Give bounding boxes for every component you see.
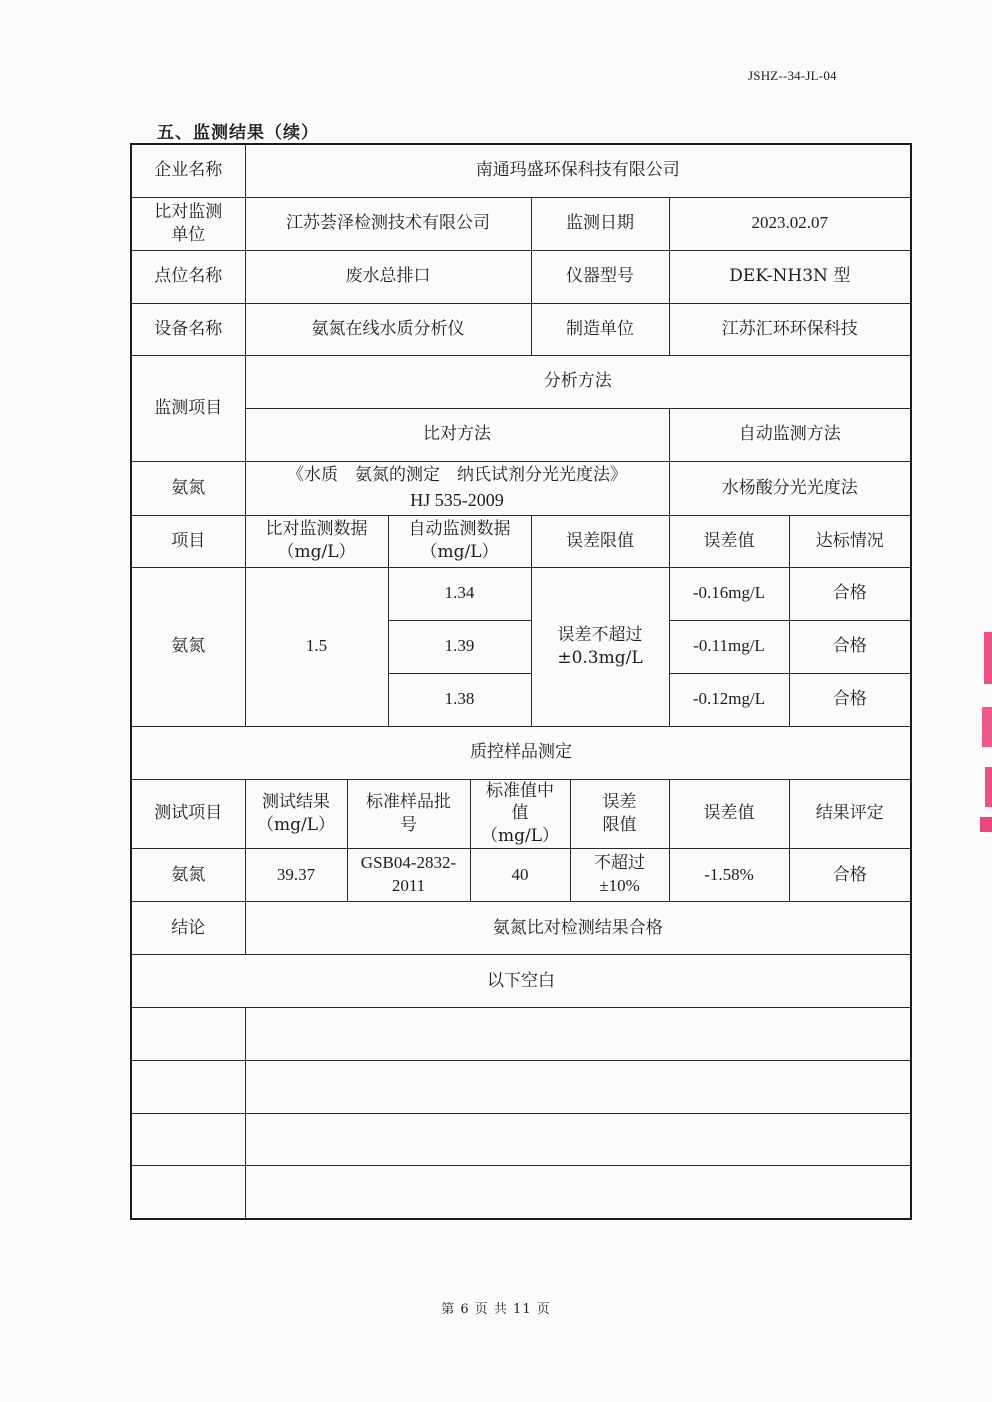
- status-header: 达标情况: [789, 515, 911, 567]
- seal-stamp-mark: [982, 707, 992, 747]
- qc-standard-header: 标准值中值（mg/L）: [470, 779, 570, 849]
- compare-method-label: 比对方法: [245, 408, 669, 461]
- empty-cell: [245, 1061, 911, 1114]
- seal-stamp-fragment: [980, 632, 992, 832]
- qc-item-header: 测试项目: [131, 779, 245, 849]
- seal-stamp-mark: [980, 817, 992, 832]
- empty-cell: [245, 1114, 911, 1166]
- qc-limit-header: 误差限值: [570, 779, 669, 849]
- point-value: 废水总排口: [245, 250, 531, 303]
- qc-result-header: 测试结果（mg/L）: [245, 779, 347, 849]
- empty-cell: [131, 1008, 245, 1061]
- date-label: 监测日期: [531, 197, 669, 250]
- error-value: -0.12mg/L: [669, 673, 789, 726]
- qc-evaluation: 合格: [789, 849, 911, 902]
- auto-value: 1.34: [388, 567, 531, 620]
- qc-standard: 40: [470, 849, 570, 902]
- blank-note: 以下空白: [131, 955, 911, 1008]
- auto-method-value: 水杨酸分光光度法: [669, 461, 911, 515]
- device-label: 设备名称: [131, 303, 245, 355]
- qc-result: 39.37: [245, 849, 347, 902]
- comparison-item: 氨氮: [131, 567, 245, 726]
- qc-error-header: 误差值: [669, 779, 789, 849]
- qc-item: 氨氮: [131, 849, 245, 902]
- empty-cell: [245, 1166, 911, 1219]
- monitoring-item-label: 监测项目: [131, 355, 245, 461]
- auto-value: 1.38: [388, 673, 531, 726]
- status-value: 合格: [789, 620, 911, 673]
- error-value: -0.11mg/L: [669, 620, 789, 673]
- section-title: 五、监测结果（续）: [157, 123, 319, 143]
- unit-label: 比对监测单位: [131, 197, 245, 250]
- qc-error: -1.58%: [669, 849, 789, 902]
- maker-label: 制造单位: [531, 303, 669, 355]
- qc-batch-header: 标准样品批号: [347, 779, 470, 849]
- qc-title: 质控样品测定: [131, 726, 911, 779]
- page-number: 第 6 页 共 11 页: [441, 1302, 551, 1317]
- auto-method-label: 自动监测方法: [669, 408, 911, 461]
- model-value: DEK-NH3N 型: [669, 250, 911, 303]
- comparison-item-header: 项目: [131, 515, 245, 567]
- analysis-method-label: 分析方法: [245, 355, 911, 408]
- device-value: 氨氮在线水质分析仪: [245, 303, 531, 355]
- empty-row: [131, 1008, 911, 1061]
- error-value: -0.16mg/L: [669, 567, 789, 620]
- compare-method-value: [245, 461, 669, 515]
- enterprise-label: 企业名称: [131, 144, 245, 197]
- empty-row: [131, 1061, 911, 1114]
- auto-data-header: 自动监测数据（mg/L）: [388, 515, 531, 567]
- empty-cell: [131, 1166, 245, 1219]
- conclusion-label: 结论: [131, 902, 245, 955]
- monitoring-results-table: [130, 143, 912, 1220]
- qc-evaluation-header: 结果评定: [789, 779, 911, 849]
- empty-cell: [131, 1114, 245, 1166]
- maker-value: 江苏汇环环保科技: [669, 303, 911, 355]
- error-limit-value: 误差不超过±0.3mg/L: [531, 567, 669, 726]
- seal-stamp-mark: [984, 632, 992, 684]
- empty-cell: [131, 1061, 245, 1114]
- empty-row: [131, 1166, 911, 1219]
- compare-data-header: 比对监测数据（mg/L）: [245, 515, 388, 567]
- auto-value: 1.39: [388, 620, 531, 673]
- compare-method-standard-code: HJ 535-2009: [410, 490, 504, 511]
- date-value: 2023.02.07: [669, 197, 911, 250]
- method-item-name: 氨氮: [131, 461, 245, 515]
- status-value: 合格: [789, 673, 911, 726]
- compare-value: 1.5: [245, 567, 388, 726]
- empty-cell: [245, 1008, 911, 1061]
- compare-method-standard-name: 《水质 氨氮的测定 纳氏试剂分光光度法》: [287, 464, 627, 485]
- point-label: 点位名称: [131, 250, 245, 303]
- qc-batch: GSB04-2832-2011: [347, 849, 470, 902]
- status-value: 合格: [789, 567, 911, 620]
- error-limit-header: 误差限值: [531, 515, 669, 567]
- seal-stamp-mark: [985, 767, 992, 807]
- model-label: 仪器型号: [531, 250, 669, 303]
- enterprise-value: 南通玛盛环保科技有限公司: [245, 144, 911, 197]
- unit-value: 江苏荟泽检测技术有限公司: [245, 197, 531, 250]
- empty-row: [131, 1114, 911, 1166]
- conclusion-value: 氨氮比对检测结果合格: [245, 902, 911, 955]
- document-code: JSHZ--34-JL-04: [748, 68, 837, 83]
- error-value-header: 误差值: [669, 515, 789, 567]
- qc-limit: 不超过±10%: [570, 849, 669, 902]
